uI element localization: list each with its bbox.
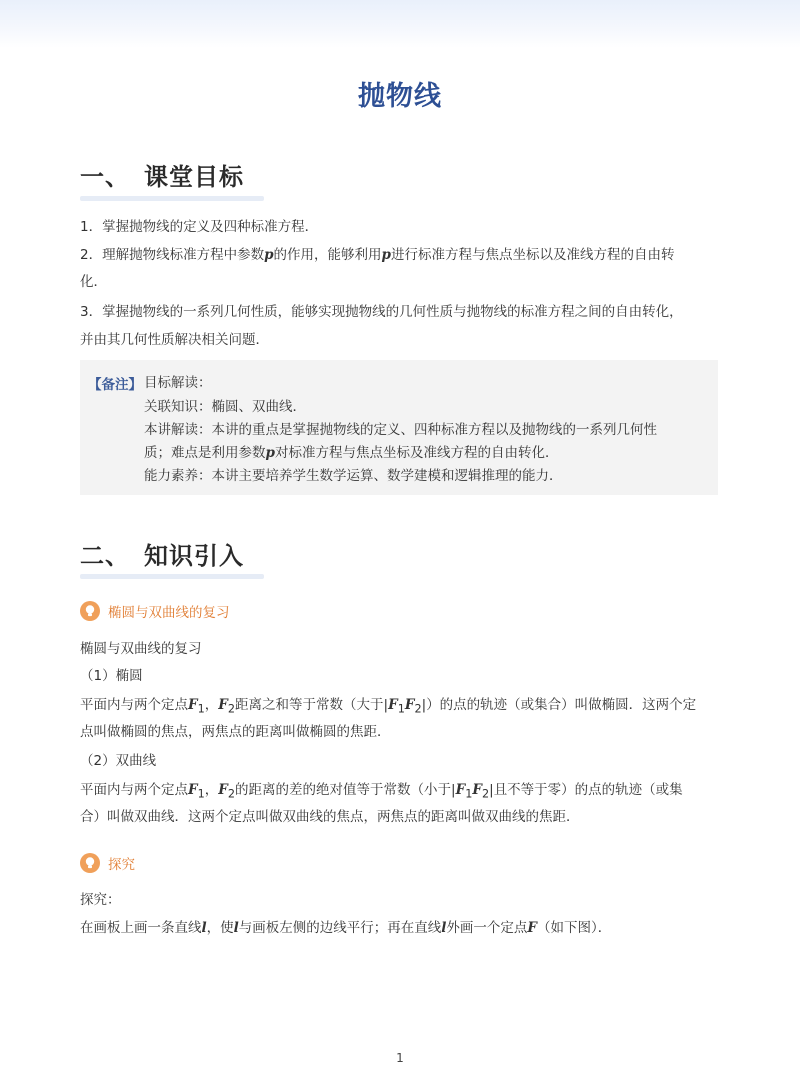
goal-item [80, 245, 675, 265]
math-symbol: p [265, 445, 275, 461]
header-band [0, 0, 800, 48]
text-run: 在画板上画一条直线 [80, 920, 202, 936]
text-run: 对标准方程与焦点坐标及准线方程的自由转化． [274, 445, 559, 461]
math-subscript: 1 [197, 702, 205, 716]
goal-item: 1．掌握抛物线的定义及四种标准方程． [80, 219, 319, 235]
ellipse-definition [80, 695, 696, 720]
text-run: ， [204, 697, 219, 713]
math-subscript: 2 [414, 702, 422, 716]
item-heading: （2）双曲线 [80, 753, 157, 769]
math-symbol: p [264, 247, 274, 263]
text-run: 且不等于零）的点的轨迹（或集 [493, 782, 683, 798]
math-symbol: l [201, 920, 207, 936]
section-heading-goals [80, 157, 244, 192]
paragraph-title: 探究： [80, 892, 121, 908]
math-symbol: p [381, 247, 391, 263]
math-symbol: F [388, 697, 398, 713]
abs-value: $|F_1F_2|$ [383, 697, 427, 716]
math-symbol: F [455, 782, 466, 798]
math-symbol: F [188, 782, 198, 798]
lightbulb-icon [80, 853, 100, 873]
text-run: 平面内与两个定点 [80, 697, 188, 713]
note-box [80, 360, 718, 495]
text-run: 的距离的差的绝对值等于常数（小于 [235, 782, 452, 798]
math-symbol: F [218, 782, 228, 798]
goal-item-continued: 化． [80, 274, 107, 290]
text-run: 的作用，能够利用 [273, 247, 382, 263]
math-symbol: l [441, 920, 447, 936]
math-subscript: 1 [465, 787, 473, 801]
math-symbol: F [472, 782, 482, 798]
section-title: 课堂目标 [144, 163, 244, 191]
math-symbol: l [233, 920, 239, 936]
section-heading-intro [80, 536, 244, 571]
hyperbola-definition [80, 780, 683, 805]
section-title: 知识引入 [144, 542, 244, 570]
math-symbol: F [527, 920, 538, 936]
subhead-explore [80, 852, 135, 874]
hyperbola-definition-continued: 合）叫做双曲线．这两个定点叫做双曲线的焦点，两焦点的距离叫做双曲线的焦距． [80, 809, 580, 825]
note-ability: 能力素养：本讲主要培养学生数学运算、数学建模和逻辑推理的能力． [144, 468, 563, 484]
text-run: ）的点的轨迹（或集合）叫做椭圆．这两个定 [426, 697, 697, 713]
abs-value: $|F_1F_2|$ [451, 782, 494, 801]
ellipse-definition-continued: 点叫做椭圆的焦点，两焦点的距离叫做椭圆的焦距． [80, 724, 391, 740]
text-run: 进行标准方程与焦点坐标以及准线方程的自由转 [391, 247, 675, 263]
page-title: 抛物线 [358, 81, 442, 112]
text-run: （如下图）． [537, 920, 612, 936]
goal-item: 3．掌握抛物线的一系列几何性质，能够实现抛物线的几何性质与抛物线的标准方程之间的自由转化， [80, 304, 683, 320]
math-symbol: F [218, 697, 228, 713]
item-heading: （1）椭圆 [80, 668, 143, 684]
subhead-review [80, 600, 230, 622]
text-run: 平面内与两个定点 [80, 782, 188, 798]
explore-instruction [80, 918, 611, 938]
text-run: 质；难点是利用参数 [144, 445, 266, 461]
note-heading: 目标解读： [144, 375, 212, 391]
note-focus: 本讲解读：本讲的重点是掌握抛物线的定义、四种标准方程以及抛物线的一系列几何性 [144, 422, 657, 438]
math-subscript: 2 [227, 787, 236, 801]
math-symbol: F [404, 697, 415, 713]
text-run: 与画板左侧的边线平行；再在直线 [238, 920, 442, 936]
math-subscript: 2 [227, 702, 236, 716]
heading-underline [80, 196, 264, 201]
goal-item-continued: 并由其几何性质解决相关问题． [80, 332, 269, 348]
note-knowledge: 关联知识：椭圆、双曲线． [144, 399, 306, 415]
paragraph-title: 椭圆与双曲线的复习 [80, 641, 202, 657]
lightbulb-icon [80, 601, 100, 621]
section-number: 一、 [80, 163, 130, 191]
subhead-label: 探究 [108, 857, 135, 873]
subhead-label: 椭圆与双曲线的复习 [108, 605, 230, 621]
text-run: 距离之和等于常数（大于 [235, 697, 384, 713]
math-subscript: 1 [197, 787, 205, 801]
math-subscript: 2 [481, 787, 490, 801]
math-subscript: 1 [397, 702, 405, 716]
text-run: ，使 [206, 920, 234, 936]
page-number: 1 [396, 1051, 404, 1065]
section-number: 二、 [80, 542, 130, 570]
note-focus-continued [144, 443, 558, 463]
math-symbol: F [188, 697, 198, 713]
text-run: ， [204, 782, 219, 798]
heading-underline [80, 574, 264, 579]
note-tag: 【备注】 [88, 377, 142, 393]
text-run: 2．理解抛物线标准方程中参数 [80, 247, 265, 263]
text-run: 外画一个定点 [446, 920, 528, 936]
